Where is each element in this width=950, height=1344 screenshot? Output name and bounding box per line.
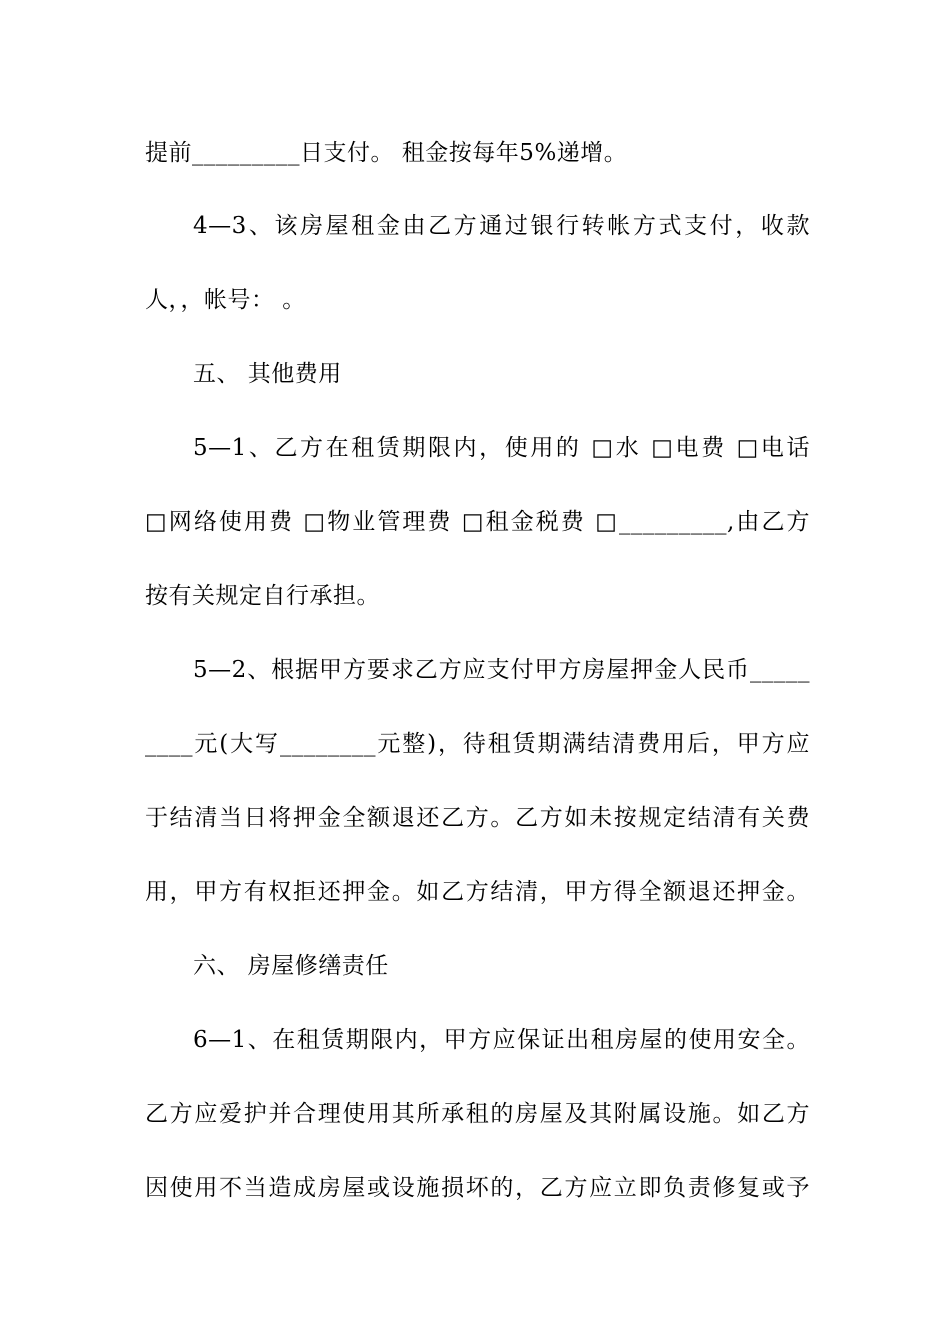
text-line-self-bear: 按有关规定自行承担。 [145, 583, 380, 609]
text-line-clause-4-3: 4—3、该房屋租金由乙方通过银行转帐方式支付，收款 [193, 213, 810, 239]
section-heading-other-fees: 五、 其他费用 [193, 361, 342, 387]
text-line-damage-repair: 因使用不当造成房屋或设施损坏的，乙方应立即负责修复或予 [145, 1175, 810, 1201]
text-line-clause-6-1: 6—1、在租赁期限内，甲方应保证出租房屋的使用安全。 [193, 1027, 810, 1053]
text-line-deposit-refund: 于结清当日将押金全额退还乙方。乙方如未按规定结清有关费 [145, 805, 810, 831]
text-line-advance-payment: 提前_________日支付。 租金按每年5%递增。 [145, 140, 628, 166]
text-line-clause-5-1: 5—1、乙方在租赁期限内，使用的 □水 □电费 □电话 [193, 435, 810, 461]
text-line-care-of-premises: 乙方应爱护并合理使用其所承租的房屋及其附属设施。如乙方 [145, 1101, 810, 1127]
text-line-clause-5-2: 5—2、根据甲方要求乙方应支付甲方房屋押金人民币_____ [193, 657, 810, 683]
text-line-fee-checkboxes: □网络使用费 □物业管理费 □租金税费 □_________,由乙方 [145, 509, 810, 535]
text-line-deposit-amount: ____元(大写________元整)，待租赁期满结清费用后，甲方应 [145, 731, 810, 757]
text-line-deposit-rights: 用，甲方有权拒还押金。如乙方结清，甲方得全额退还押金。 [145, 879, 810, 905]
section-heading-repair-responsibility: 六、 房屋修缮责任 [193, 953, 389, 979]
text-line-payee-account: 人，，帐号： 。 [145, 287, 306, 313]
